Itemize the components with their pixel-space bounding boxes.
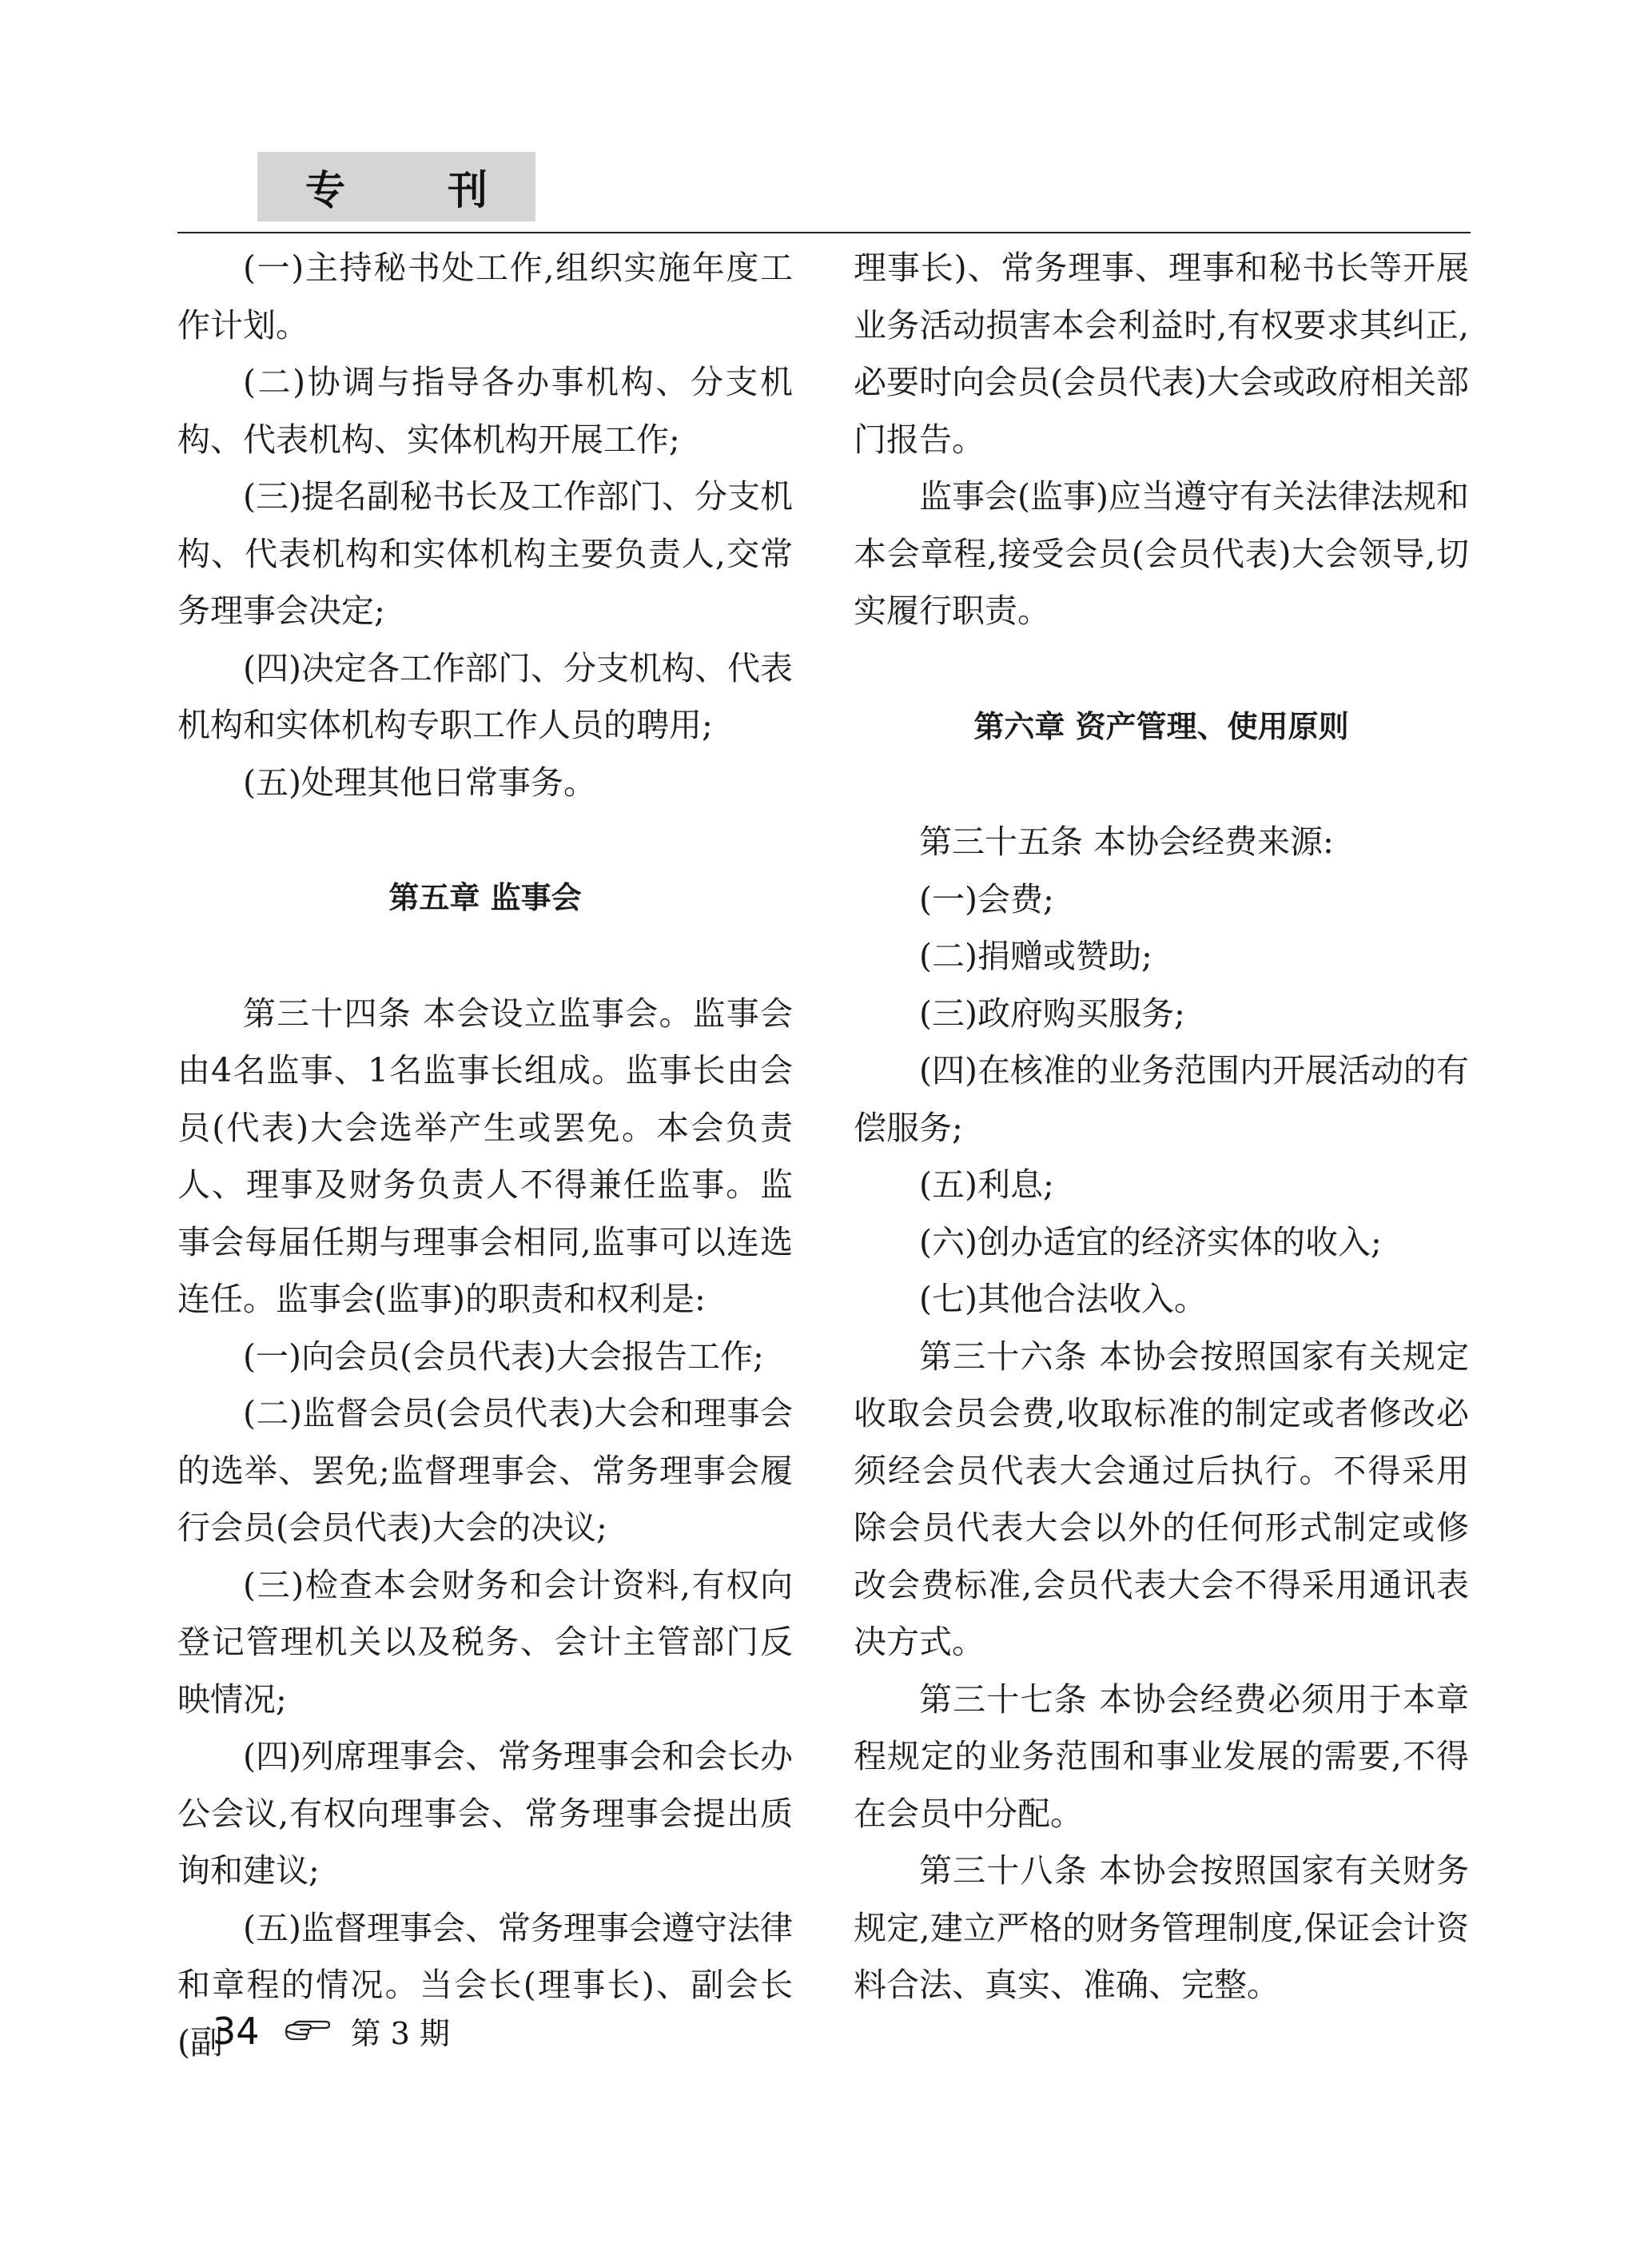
page-footer <box>213 2009 450 2053</box>
paragraph: 第三十五条 本协会经费来源: <box>919 823 1334 861</box>
paragraph: (二)捐赠或赞助; <box>919 937 1152 975</box>
paragraph: (四)决定各工作部门、分支机构、代表机构和实体机构专职工作人员的聘用; <box>177 648 793 744</box>
chapter-heading: 第五章 监事会 <box>388 880 582 915</box>
paragraph: (二)协调与指导各办事机构、分支机构、代表机构、实体机构开展工作; <box>177 363 793 459</box>
paragraph: (五)利息; <box>919 1165 1054 1204</box>
paragraph: (四)列席理事会、常务理事会和会长办公会议,有权向理事会、常务理事会提出质询和建议; <box>177 1737 793 1890</box>
paragraph: (六)创办适宜的经济实体的收入; <box>919 1222 1382 1261</box>
paragraph: (一)向会员(会员代表)大会报告工作; <box>243 1337 764 1376</box>
paragraph: (一)会费; <box>919 879 1054 918</box>
paragraph: (四)在核准的业务范围内开展活动的有偿服务; <box>854 1051 1469 1147</box>
paragraph: (一)主持秘书处工作,组织实施年度工作计划。 <box>177 249 793 345</box>
header-rule <box>177 232 1471 233</box>
section-title-char-2: 刊 <box>448 166 488 213</box>
paragraph: 第三十六条 本协会按照国家有关规定收取会员会费,收取标准的制定或者修改必须经会员代表大会通过后执行。不得采用除会员代表大会以外的任何形式制定或修改会费标准,会员代表大会不得采用通讯表决方式。 <box>854 1337 1469 1661</box>
paragraph-continued: 理事长)、常务理事、理事和秘书长等开展业务活动损害本会利益时,有权要求其纠正,必要时向会员(会员代表)大会或政府相关部门报告。 <box>854 249 1469 459</box>
paragraph: 监事会(监事)应当遵守有关法律法规和本会章程,接受会员(会员代表)大会领导,切实履行职责。 <box>854 477 1469 630</box>
page-number: 34 <box>213 2009 260 2053</box>
section-title-char-1: 专 <box>305 166 345 213</box>
paragraph: (三)检查本会财务和会计资料,有权向登记管理机关以及税务、会计主管部门反映情况; <box>177 1565 793 1719</box>
paragraph: (二)监督会员(会员代表)大会和理事会的选举、罢免;监督理事会、常务理事会履行会员(会员代表)大会的决议; <box>177 1394 793 1547</box>
paragraph: 第三十四条 本会设立监事会。监事会由4名监事、1名监事长组成。监事长由会员(代表)大会选举产生或罢免。本会负责人、理事及财务负责人不得兼任监事。监事会每届任期与理事会相同,监事可以连选连任。监事会(监事)的职责和权利是: <box>177 994 793 1318</box>
left-column <box>177 240 793 2071</box>
paragraph: (七)其他合法收入。 <box>919 1280 1207 1318</box>
chapter-heading: 第六章 资产管理、使用原则 <box>973 708 1349 744</box>
paragraph: (三)提名副秘书长及工作部门、分支机构、代表机构和实体机构主要负责人,交常务理事会决定; <box>177 477 793 630</box>
paragraph: (三)政府购买服务; <box>919 994 1185 1033</box>
issue-number: 第 3 期 <box>350 2016 450 2051</box>
paragraph: 第三十七条 本协会经费必须用于本章程规定的业务范围和事业发展的需要,不得在会员中分配。 <box>854 1679 1469 1833</box>
right-column <box>854 240 1469 2014</box>
paragraph: (五)监督理事会、常务理事会遵守法律和章程的情况。当会长(理事长)、副会长(副 <box>177 1908 793 2062</box>
paragraph: 第三十八条 本协会按照国家有关财务规定,建立严格的财务管理制度,保证会计资料合法、真实、准确、完整。 <box>854 1851 1469 2004</box>
paragraph: (五)处理其他日常事务。 <box>243 763 596 802</box>
section-title <box>257 152 535 221</box>
pointing-hand-icon <box>284 2017 332 2046</box>
